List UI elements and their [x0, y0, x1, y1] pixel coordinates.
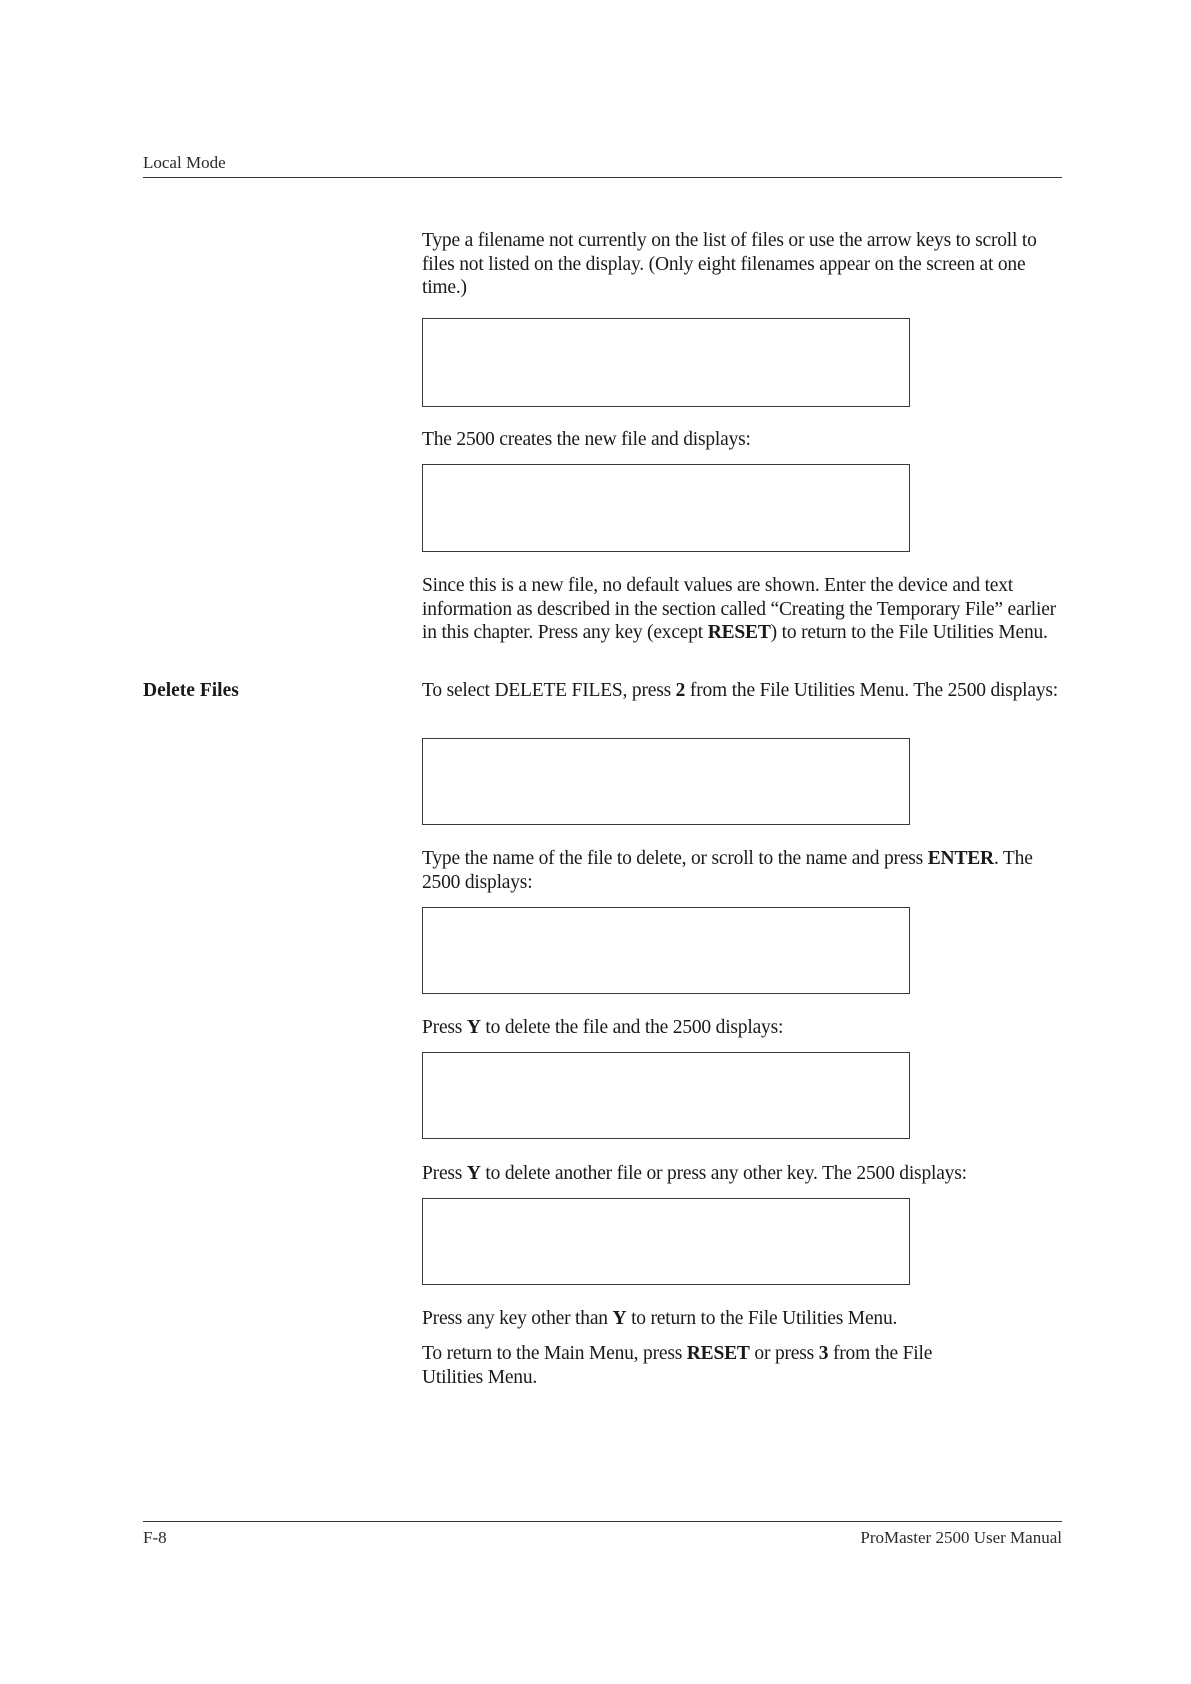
display-screen-box [422, 907, 910, 994]
paragraph-creates-new-file: The 2500 creates the new file and displays: [422, 429, 751, 450]
paragraph-type-file-to-delete: Type the name of the file to delete, or scroll to the name and press ENTER. The 2500 displays: [422, 848, 1033, 893]
paragraph-return-main-menu: To return to the Main Menu, press RESET or press 3 from the File Utilities Menu. [422, 1343, 933, 1388]
display-screen-box [422, 1052, 910, 1139]
manual-title: ProMaster 2500 User Manual [860, 1528, 1062, 1547]
display-screen-box [422, 318, 910, 407]
paragraph-delete-another: Press Y to delete another file or press any other key. The 2500 displays: [422, 1163, 967, 1184]
section-heading-delete-files: Delete Files [143, 680, 239, 701]
header-rule [143, 177, 1062, 178]
paragraph-type-filename: Type a filename not currently on the list of files or use the arrow keys to scroll to files not listed on the display. (Only eight filenames appear on the screen at one time.) [422, 230, 1037, 298]
display-screen-box [422, 464, 910, 552]
paragraph-press-y-delete: Press Y to delete the file and the 2500 displays: [422, 1017, 784, 1038]
paragraph-return-file-utilities: Press any key other than Y to return to the File Utilities Menu. [422, 1308, 898, 1329]
footer-rule [143, 1521, 1062, 1522]
paragraph-select-delete-files: To select DELETE FILES, press 2 from the File Utilities Menu. The 2500 displays: [422, 680, 1058, 701]
display-screen-box [422, 1198, 910, 1285]
running-header: Local Mode [143, 153, 226, 172]
page-number: F-8 [143, 1528, 167, 1547]
display-screen-box [422, 738, 910, 825]
paragraph-new-file-info: Since this is a new file, no default values are shown. Enter the device and text information as described in the section called “Creating the Temporary File” earlier in this chapter. Press any key (except RESET) to return to the File Utilities Menu. [422, 575, 1056, 643]
